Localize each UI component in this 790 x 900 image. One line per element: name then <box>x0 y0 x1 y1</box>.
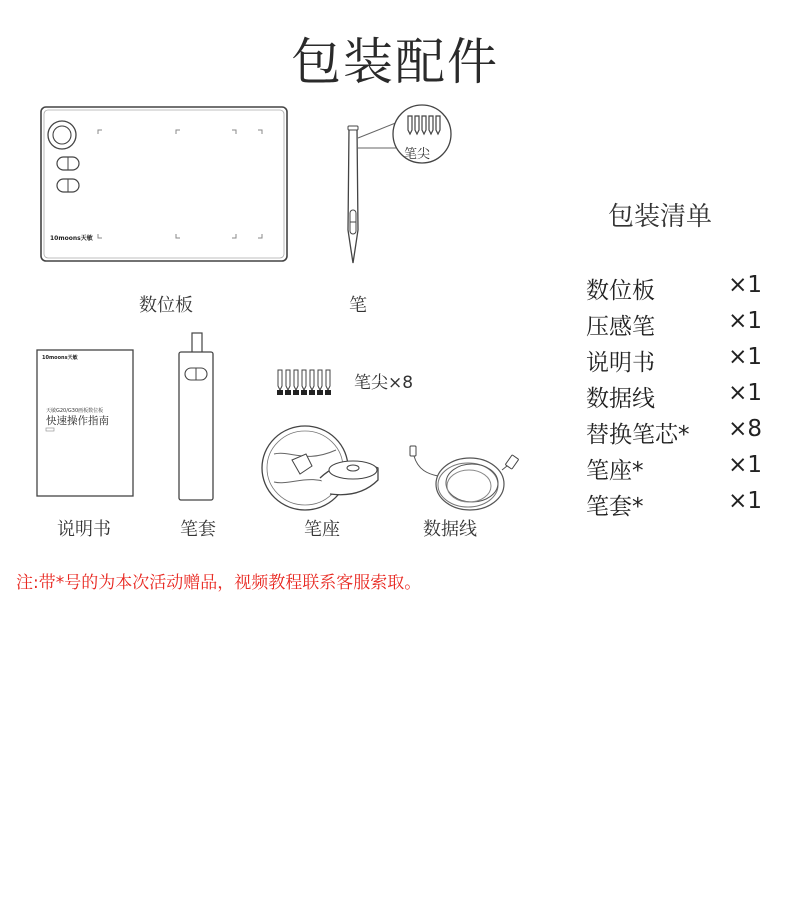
tablet-brand-label: 10moons天敏 <box>50 235 93 242</box>
item-name: 数位板 <box>586 278 655 304</box>
item-name: 笔套* <box>586 494 644 520</box>
packing-list-item <box>586 380 776 414</box>
item-qty: ×1 <box>728 344 762 370</box>
nibs-caption: 笔尖×8 <box>354 373 414 393</box>
packing-list-item <box>586 308 776 342</box>
pen-case-illustration <box>178 332 216 502</box>
item-qty: ×8 <box>728 416 762 442</box>
item-qty: ×1 <box>728 452 762 478</box>
item-name: 说明书 <box>586 350 655 376</box>
pen-holder-caption: 笔座 <box>304 519 340 540</box>
cable-illustration <box>408 440 518 520</box>
packing-list-item <box>586 344 776 378</box>
packing-list-item <box>586 416 776 450</box>
item-qty: ×1 <box>728 488 762 514</box>
packing-list-title: 包装清单 <box>607 202 712 232</box>
item-name: 压感笔 <box>586 314 655 340</box>
item-qty: ×1 <box>728 308 762 334</box>
nib-callout-label: 笔尖 <box>404 147 431 162</box>
item-name: 替换笔芯* <box>586 422 690 448</box>
manual-illustration <box>36 349 134 497</box>
packing-list-item <box>586 272 776 306</box>
item-qty: ×1 <box>728 380 762 406</box>
manual-heading: 快速操作指南 <box>46 415 109 427</box>
cable-caption: 数据线 <box>423 519 477 540</box>
item-name: 数据线 <box>586 386 655 412</box>
item-qty: ×1 <box>728 272 762 298</box>
pen-caption: 笔 <box>349 295 367 316</box>
manual-caption: 说明书 <box>57 519 111 540</box>
tablet-illustration <box>40 106 288 262</box>
packing-list-item <box>586 488 776 522</box>
manual-subtitle: 天敏G20/G30画板数位板 <box>46 408 104 414</box>
nibs-illustration <box>276 368 340 398</box>
promo-note: 注:带*号的为本次活动赠品，视频教程联系客服索取。 <box>16 573 422 593</box>
packing-list-item <box>586 452 776 486</box>
page-title: 包装配件 <box>291 33 499 91</box>
pen-case-caption: 笔套 <box>180 519 216 540</box>
pen-holder-illustration <box>260 424 380 516</box>
pen-illustration <box>340 100 460 270</box>
manual-brand: 10moons天敏 <box>42 355 78 361</box>
tablet-caption: 数位板 <box>139 295 193 316</box>
item-name: 笔座* <box>586 458 644 484</box>
